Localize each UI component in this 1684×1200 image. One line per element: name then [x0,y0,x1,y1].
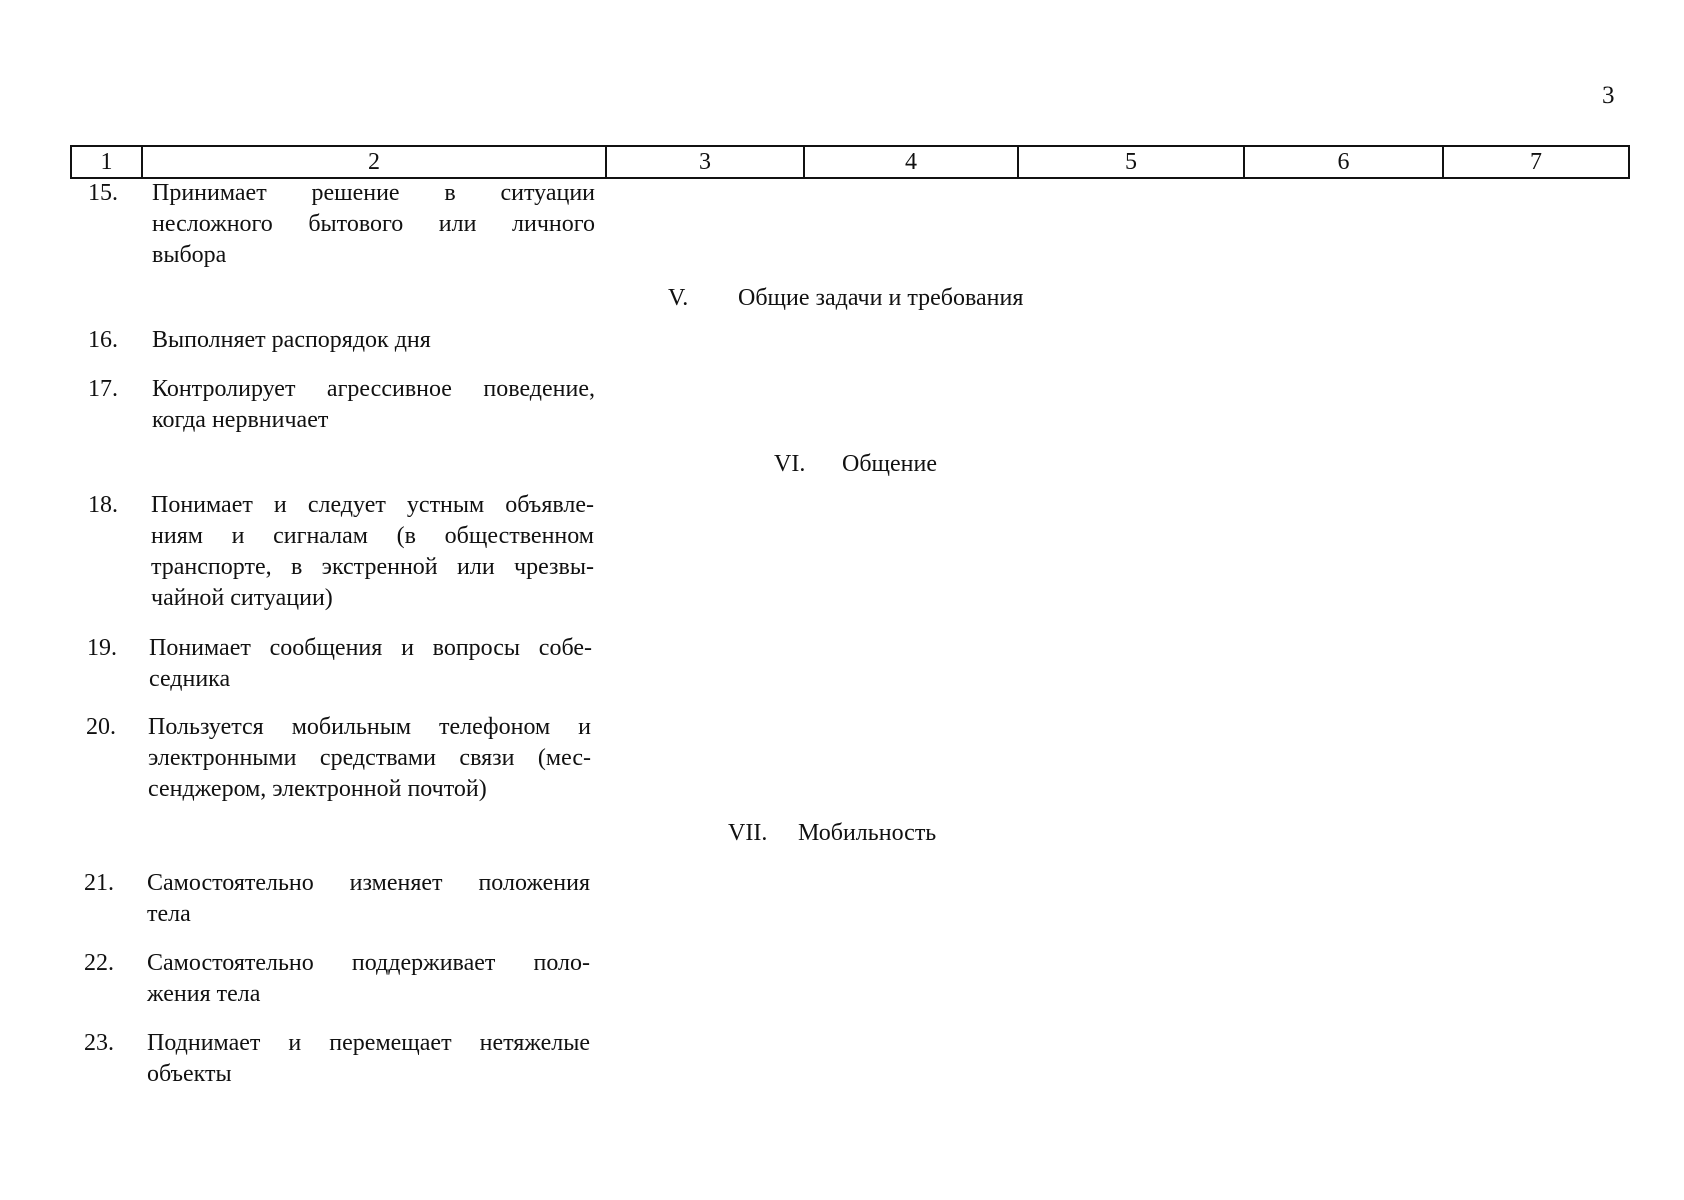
list-item [88,178,608,273]
item-text: Поднимает и перемещает нетяжелые объекты [147,1030,590,1087]
section-number: VII. [728,820,768,846]
item-number: 23. [84,1030,114,1056]
item-number: 19. [87,635,117,661]
column-header-cell: 4 [804,146,1018,178]
section-title: Общение [842,451,938,477]
item-number: 16. [88,327,118,353]
list-item [84,868,604,932]
item-text: Понимает и следует устным объявле- ниям и сигналам (в общественном транспорте, в экстренной или чрезвы- чайной ситуации) [151,492,594,611]
item-number: 17. [88,376,118,402]
item-number: 18. [88,492,118,518]
item-text: Выполняет распорядок дня [152,327,431,353]
column-header-cell: 5 [1018,146,1244,178]
item-number: 22. [84,950,114,976]
section-number: VI. [774,451,806,477]
item-text: Пользуется мобильным телефоном и электронными средствами связи (мес- сенджером, электронной почтой) [148,714,591,802]
column-header-cell: 1 [71,146,142,178]
list-item [84,948,604,1012]
section-heading [668,283,1023,314]
section-heading [774,449,937,480]
item-text: Принимает решение в ситуации несложного бытового или личного выбора [152,180,595,268]
column-header-cell: 7 [1443,146,1629,178]
section-number: V. [668,285,689,311]
column-header-cell: 2 [142,146,606,178]
list-item [84,1028,604,1092]
list-item [88,374,608,438]
column-header-cell: 6 [1244,146,1443,178]
list-item [88,325,608,357]
column-header-cell: 3 [606,146,804,178]
column-header-table [70,145,1630,179]
item-text: Самостоятельно поддерживает поло- жения тела [147,950,590,1007]
list-item [88,490,608,616]
item-number: 15. [88,180,118,206]
list-item [87,633,607,697]
item-number: 21. [84,870,114,896]
item-text: Самостоятельно изменяет положения тела [147,870,590,927]
item-text: Контролирует агрессивное поведение, когда нервничает [152,376,595,433]
item-number: 20. [86,714,116,740]
section-title: Общие задачи и требования [738,285,1024,311]
item-text: Понимает сообщения и вопросы собе- седника [149,635,592,692]
column-header-row [71,146,1629,178]
section-heading [728,818,936,849]
section-title: Мобильность [798,820,937,846]
page-number: 3 [1602,82,1615,109]
list-item [86,712,606,807]
